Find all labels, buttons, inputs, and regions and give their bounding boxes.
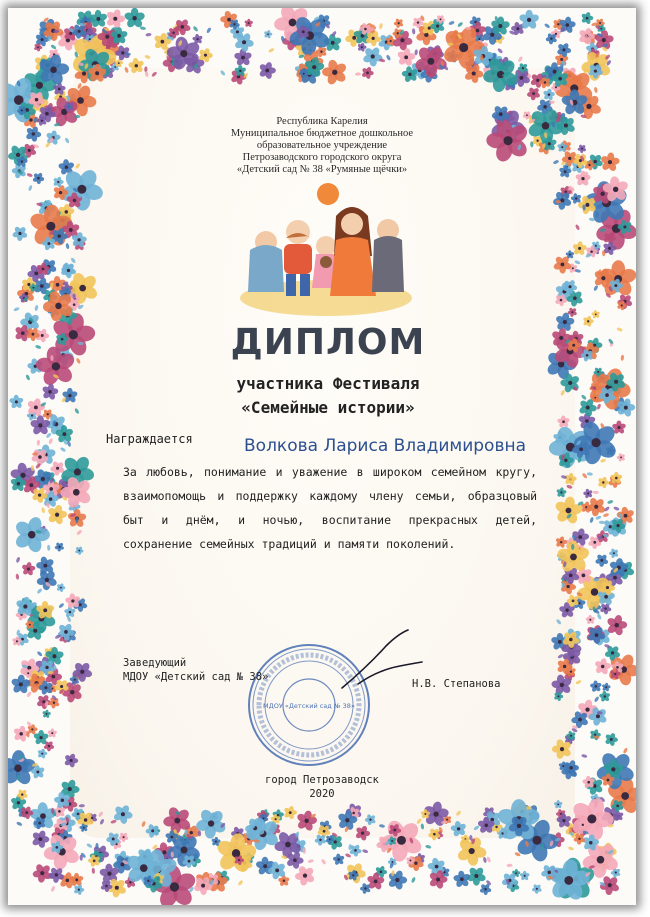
- border-leaf: [568, 846, 575, 851]
- border-leaf: [41, 507, 46, 514]
- border-flower: [591, 310, 600, 319]
- border-flower: [13, 515, 50, 554]
- issue-year: 2020: [309, 788, 335, 800]
- border-flower: [572, 241, 587, 256]
- border-leaf: [448, 20, 455, 25]
- border-leaf: [58, 602, 65, 608]
- awarded-label: Награждается: [106, 432, 193, 446]
- border-leaf: [151, 71, 158, 77]
- border-leaf: [412, 28, 416, 34]
- border-leaf: [497, 48, 504, 54]
- border-leaf: [206, 27, 212, 34]
- border-leaf: [95, 843, 98, 849]
- signatory-title: Заведующий: [123, 657, 187, 669]
- border-flower: [128, 58, 145, 75]
- border-leaf: [15, 573, 19, 579]
- border-leaf: [575, 679, 582, 685]
- border-leaf: [455, 810, 461, 817]
- border-leaf: [50, 886, 55, 893]
- border-leaf: [16, 821, 23, 826]
- border-leaf: [145, 33, 151, 37]
- border-leaf: [26, 691, 32, 698]
- border-leaf: [589, 517, 594, 524]
- border-flower: [519, 871, 530, 881]
- border-leaf: [414, 49, 418, 55]
- border-leaf: [386, 54, 392, 61]
- border-leaf: [36, 651, 43, 657]
- border-flower: [357, 42, 366, 52]
- border-leaf: [420, 823, 424, 829]
- border-leaf: [416, 818, 422, 825]
- border-leaf: [593, 491, 599, 495]
- festival-name: «Семейные истории»: [241, 398, 415, 417]
- border-leaf: [15, 556, 20, 563]
- recipient-name: Волкова Лариса Владимировна: [244, 436, 527, 456]
- border-leaf: [506, 864, 512, 868]
- border-leaf: [76, 529, 83, 535]
- border-leaf: [575, 224, 581, 231]
- border-leaf: [47, 545, 51, 551]
- border-flower: [36, 569, 58, 590]
- border-leaf: [79, 804, 85, 808]
- border-flower: [557, 415, 570, 428]
- border-flower: [234, 48, 253, 66]
- border-leaf: [28, 185, 33, 192]
- border-flower: [543, 88, 556, 101]
- border-leaf: [483, 857, 488, 864]
- border-flower: [581, 12, 594, 25]
- border-leaf: [566, 484, 573, 489]
- border-flower: [105, 8, 125, 29]
- border-leaf: [307, 859, 314, 864]
- border-flower: [387, 870, 407, 891]
- border-leaf: [594, 696, 600, 703]
- border-flower: [556, 487, 567, 498]
- border-flower: [590, 680, 602, 692]
- border-flower: [586, 497, 606, 517]
- border-flower: [609, 548, 619, 558]
- seal-center-text: МДОУ «Детский сад № 38»: [263, 702, 355, 710]
- border-leaf: [473, 825, 480, 831]
- border-flower: [597, 476, 609, 488]
- border-leaf: [486, 856, 492, 863]
- border-flower: [585, 615, 595, 625]
- border-flower: [333, 853, 345, 865]
- border-leaf: [34, 305, 38, 312]
- border-leaf: [587, 472, 593, 476]
- border-flower: [617, 453, 626, 462]
- border-leaf: [613, 506, 620, 511]
- border-flower: [56, 583, 65, 592]
- border-flower: [75, 546, 84, 555]
- border-flower: [47, 504, 68, 525]
- sun: [317, 183, 339, 205]
- header-kindergarten-name: «Детский сад № 38 «Румяные щёчки»: [236, 164, 408, 175]
- border-leaf: [517, 56, 523, 63]
- signatory-name: Н.В. Степанова: [412, 678, 501, 690]
- border-flower: [589, 729, 600, 741]
- border-flower: [123, 8, 145, 29]
- border-leaf: [237, 879, 243, 886]
- border-leaf: [110, 819, 117, 824]
- border-flower: [595, 554, 609, 567]
- border-leaf: [37, 440, 41, 446]
- border-leaf: [379, 824, 386, 828]
- border-flower: [450, 821, 467, 838]
- border-leaf: [607, 499, 614, 504]
- border-leaf: [379, 23, 383, 30]
- border-flower: [599, 691, 611, 703]
- border-flower: [556, 42, 571, 57]
- border-leaf: [599, 521, 605, 524]
- border-flower: [54, 542, 64, 552]
- border-leaf: [425, 844, 432, 849]
- border-flower: [362, 46, 383, 67]
- border-flower: [283, 805, 297, 819]
- border-flower: [527, 87, 541, 101]
- border-flower: [36, 694, 51, 709]
- border-flower: [264, 30, 273, 39]
- border-leaf: [600, 458, 607, 463]
- border-flower: [604, 732, 618, 746]
- border-flower: [258, 61, 276, 79]
- border-flower: [47, 728, 57, 738]
- border-flower: [73, 884, 84, 895]
- border-leaf: [321, 858, 327, 865]
- border-flower: [31, 830, 49, 849]
- border-flower: [555, 536, 567, 548]
- border-leaf: [13, 307, 20, 312]
- border-leaf: [457, 21, 464, 27]
- border-leaf: [98, 811, 104, 818]
- border-flower: [379, 818, 424, 863]
- border-leaf: [36, 588, 42, 595]
- award-reason: За любовь, понимание и уважение в широком семейном кругу, взаимопомощь и поддержку каждому члену семьи, образцовый быт и днём, и ночью, воспитание прекрасных детей, сохранение семейных традиций и памяти поколений.: [123, 465, 537, 551]
- border-flower: [365, 814, 377, 826]
- header-district: Петрозаводского городского округа: [242, 152, 402, 163]
- border-leaf: [51, 808, 54, 814]
- border-leaf: [593, 285, 599, 292]
- diploma-title: ДИПЛОМ: [230, 322, 426, 363]
- issue-city: город Петрозаводск: [265, 774, 379, 786]
- border-flower: [296, 810, 317, 832]
- border-flower: [278, 875, 290, 887]
- border-flower: [244, 19, 253, 28]
- border-flower: [361, 66, 374, 79]
- border-leaf: [53, 30, 59, 33]
- border-leaf: [544, 23, 551, 29]
- border-leaf: [144, 54, 151, 59]
- border-leaf: [594, 87, 598, 94]
- border-leaf: [355, 72, 361, 76]
- header-institution-type: Муниципальное бюджетное дошкольное: [230, 128, 414, 139]
- border-flower: [32, 863, 52, 883]
- border-flower: [37, 748, 47, 759]
- border-leaf: [603, 513, 610, 518]
- border-leaf: [124, 67, 129, 74]
- border-leaf: [623, 747, 629, 754]
- border-leaf: [220, 70, 226, 77]
- border-flower: [554, 800, 563, 809]
- border-flower: [355, 825, 371, 841]
- border-leaf: [70, 257, 76, 264]
- border-flower: [42, 709, 51, 718]
- border-leaf: [86, 843, 93, 849]
- header-institution-type-2: образовательное учреждение: [256, 140, 388, 151]
- header-region: Республика Карелия: [276, 116, 368, 127]
- border-leaf: [141, 821, 146, 828]
- border-flower: [594, 658, 611, 675]
- border-leaf: [48, 438, 53, 445]
- border-leaf: [581, 754, 588, 759]
- diploma-sheet: [8, 8, 636, 905]
- border-leaf: [556, 618, 562, 625]
- border-flower: [453, 870, 471, 888]
- border-leaf: [99, 818, 105, 825]
- border-leaf: [50, 44, 57, 50]
- border-flower: [554, 496, 583, 525]
- border-leaf: [362, 849, 369, 854]
- border-flower: [532, 884, 543, 894]
- diploma-subtitle: участника Фестиваля: [236, 374, 420, 393]
- border-leaf: [597, 613, 603, 620]
- border-flower: [394, 18, 404, 28]
- signatory-organization: МДОУ «Детский сад № 38»: [123, 671, 269, 683]
- border-leaf: [60, 447, 67, 453]
- family-illustration: [236, 180, 416, 320]
- border-leaf: [268, 47, 275, 53]
- border-flower: [583, 489, 593, 499]
- border-flower: [64, 753, 79, 768]
- border-leaf: [92, 868, 96, 874]
- border-leaf: [411, 877, 416, 884]
- border-flower: [12, 226, 28, 242]
- border-leaf: [574, 260, 581, 265]
- border-flower: [21, 562, 35, 576]
- border-leaf: [65, 243, 69, 250]
- border-flower: [322, 59, 348, 86]
- border-flower: [602, 683, 611, 692]
- border-leaf: [192, 25, 198, 32]
